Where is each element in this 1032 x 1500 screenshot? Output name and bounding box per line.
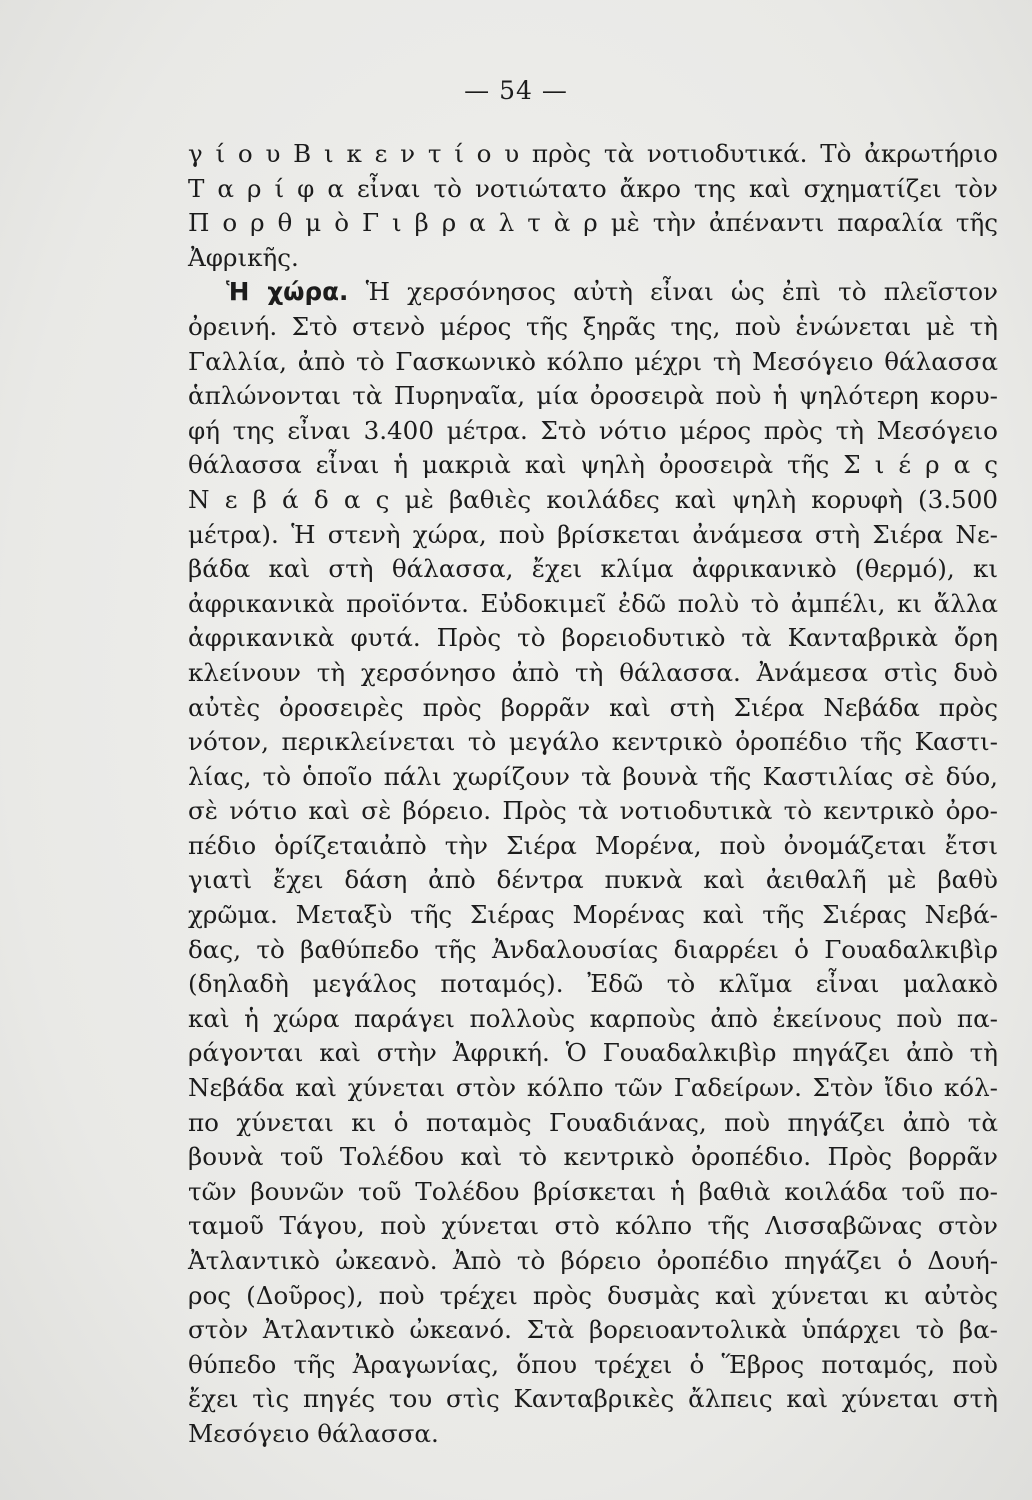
- text-line: λίας, τὸ ὁποῖο πάλι χωρίζουν τὰ βουνὰ τῆς Καστιλίας σὲ δύο,: [188, 761, 998, 791]
- text-line: ράγονται καὶ στὴν Ἀφρική. Ὁ Γουαδαλκιβὶρ πηγάζει ἀπὸ τὴ: [188, 1038, 998, 1068]
- text-line: δας, τὸ βαθύπεδο τῆς Ἀνδαλουσίας διαρρέει ὁ Γουαδαλκιβὶρ: [188, 934, 998, 964]
- text-line: γιατὶ ἔχει δάση ἀπὸ δέντρα πυκνὰ καὶ ἀειθαλῆ μὲ βαθὺ: [188, 865, 998, 895]
- text-line: Ἀφρικῆς.: [188, 242, 299, 272]
- text-line: θύπεδο τῆς Ἀραγωνίας, ὅπου τρέχει ὁ Ἕβρος ποταμός, ποὺ: [188, 1349, 998, 1379]
- text-line: πέδιο ὁρίζεταιἀπὸ τὴν Σιέρα Μορένα, ποὺ ὀνομάζεται ἔτσι: [188, 830, 998, 860]
- text-line: σὲ νότιο καὶ σὲ βόρειο. Πρὸς τὰ νοτιοδυτικὰ τὸ κεντρικὸ ὀρο-: [188, 796, 998, 826]
- text-line: καὶ ἡ χώρα παράγει πολλοὺς καρποὺς ἀπὸ ἐκείνους ποὺ πα-: [188, 1003, 998, 1033]
- text-line: ἁπλώνονται τὰ Πυρηναῖα, μία ὀροσειρὰ ποὺ ἡ ψηλότερη κορυ-: [188, 381, 998, 411]
- text-line: θάλασσα εἶναι ἡ μακριὰ καὶ ψηλὴ ὀροσειρὰ τῆς Σ ι έ ρ α ς: [188, 450, 998, 480]
- section-heading-line: Ἡ χώρα. Ἡ χερσόνησος αὐτὴ εἶναι ὡς ἐπὶ τὸ πλεῖστον: [226, 277, 998, 307]
- text-line: νότον, περικλείνεται τὸ μεγάλο κεντρικὸ ὀροπέδιο τῆς Καστι-: [188, 727, 998, 757]
- text-line: Γαλλία, ἀπὸ τὸ Γασκωνικὸ κόλπο μέχρι τὴ Μεσόγειο θάλασσα: [188, 346, 998, 376]
- text-line: ὀρεινή. Στὸ στενὸ μέρος τῆς ξηρᾶς της, ποὺ ἑνώνεται μὲ τὴ: [188, 311, 998, 341]
- text-line: βάδα καὶ στὴ θάλασσα, ἔχει κλίμα ἀφρικανικὸ (θερμό), κι: [188, 554, 998, 584]
- body-text: [188, 137, 998, 1452]
- text-line: ταμοῦ Τάγου, ποὺ χύνεται στὸ κόλπο τῆς Λισσαβῶνας στὸν: [188, 1211, 998, 1241]
- text-line: βουνὰ τοῦ Τολέδου καὶ τὸ κεντρικὸ ὀροπέδιο. Πρὸς βορρᾶν: [188, 1142, 998, 1172]
- text-line: ἀφρικανικὰ προϊόντα. Εὐδοκιμεῖ ἐδῶ πολὺ τὸ ἀμπέλι, κι ἄλλα: [188, 588, 998, 618]
- text-line: χρῶμα. Μεταξὺ τῆς Σιέρας Μορένας καὶ τῆς Σιέρας Νεβά-: [188, 900, 998, 930]
- text-line: τῶν βουνῶν τοῦ Τολέδου βρίσκεται ἡ βαθιὰ κοιλάδα τοῦ πο-: [188, 1176, 998, 1206]
- text-line: στὸν Ἀτλαντικὸ ὠκεανό. Στὰ βορειοαντολικὰ ὑπάρχει τὸ βα-: [188, 1315, 998, 1345]
- text-line: φή της εἶναι 3.400 μέτρα. Στὸ νότιο μέρος πρὸς τὴ Μεσόγειο: [188, 415, 998, 445]
- text-line: ἀφρικανικὰ φυτά. Πρὸς τὸ βορειοδυτικὸ τὰ Κανταβρικὰ ὄρη: [188, 623, 998, 653]
- text-line: αὐτὲς ὀροσειρὲς πρὸς βορρᾶν καὶ στὴ Σιέρα Νεβάδα πρὸς: [188, 692, 998, 722]
- text-line: Ἀτλαντικὸ ὠκεανὸ. Ἀπὸ τὸ βόρειο ὀροπέδιο πηγάζει ὁ Δουή-: [188, 1246, 998, 1275]
- text-line: πο χύνεται κι ὁ ποταμὸς Γουαδιάνας, ποὺ πηγάζει ἀπὸ τὰ: [188, 1107, 998, 1137]
- text-line: (δηλαδὴ μεγάλος ποταμός). Ἐδῶ τὸ κλῖμα εἶναι μαλακὸ: [188, 969, 998, 999]
- text-line: Π ο ρ θ μ ὸ Γ ι β ρ α λ τ ὰ ρ μὲ τὴν ἀπέναντι παραλία τῆς: [188, 208, 998, 238]
- text-line: Τ α ρ ί φ α εἶναι τὸ νοτιώτατο ἄκρο της καὶ σχηματίζει τὸν: [188, 173, 998, 203]
- section-heading: Ἡ χώρα.: [226, 277, 349, 307]
- text-line: Ν ε β ά δ α ς μὲ βαθιὲς κοιλάδες καὶ ψηλὴ κορυφὴ (3.500: [188, 484, 998, 514]
- text-line: Νεβάδα καὶ χύνεται στὸν κόλπο τῶν Γαδείρων. Στὸν ἴδιο κόλ-: [188, 1073, 998, 1103]
- text-line: γ ί ο υ Β ι κ ε ν τ ί ο υ πρὸς τὰ νοτιοδυτικά. Τὸ ἀκρωτήριο: [188, 139, 998, 168]
- text-line: ἔχει τὶς πηγές του στὶς Κανταβρικὲς ἄλπεις καὶ χύνεται στὴ: [188, 1384, 998, 1414]
- text-line: ρος (Δοῦρος), ποὺ τρέχει πρὸς δυσμὰς καὶ χύνεται κι αὐτὸς: [188, 1280, 998, 1310]
- text-line: μέτρα). Ἡ στενὴ χώρα, ποὺ βρίσκεται ἀνάμεσα στὴ Σιέρα Νε-: [188, 519, 998, 549]
- text-line: Μεσόγειο θάλασσα.: [188, 1418, 439, 1448]
- text-line: κλείνουν τὴ χερσόνησο ἀπὸ τὴ θάλασσα. Ἀνάμεσα στὶς δυὸ: [188, 657, 998, 687]
- page-number: — 54 —: [464, 76, 568, 105]
